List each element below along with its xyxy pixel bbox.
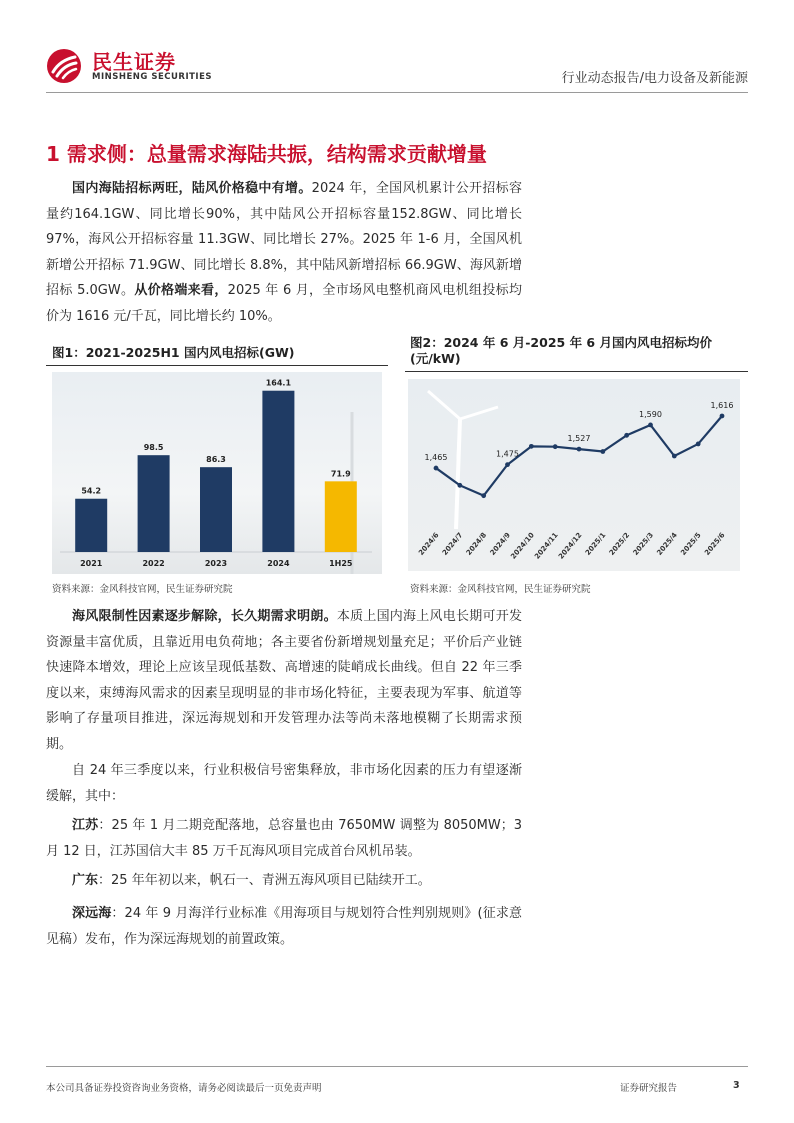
chart1-bar	[75, 499, 107, 552]
page-number: 3	[733, 1080, 740, 1091]
chart1-tick-label: 1H25	[329, 559, 353, 568]
paragraph-text: 自 24 年三季度以来，行业积极信号密集释放，非市场化因素的压力有望逐渐缓解，其中：	[46, 763, 522, 804]
report-category: 行业动态报告/电力设备及新能源	[561, 71, 748, 86]
figure1-bar-chart	[52, 372, 382, 574]
figure2-source: 资料来源：金风科技官网，民生证券研究院	[410, 584, 591, 595]
paragraph-positive-signals	[46, 758, 522, 809]
chart2-data-point	[457, 483, 462, 488]
paragraph-text: ：25 年年初以来，帆石一、青洲五海风项目已陆续开工。	[98, 873, 431, 888]
chart2-data-point	[648, 423, 653, 428]
chart2-data-point	[481, 493, 486, 498]
chart2-data-point	[529, 444, 534, 449]
chart1-tick-label: 2024	[267, 559, 290, 568]
chart2-tick-label: 2024/7	[440, 531, 465, 557]
footer-disclaimer: 本公司具备证券投资咨询业务资格，请务必阅读最后一页免责声明	[46, 1083, 322, 1094]
brand-logo-icon	[46, 48, 82, 84]
paragraph-jiangsu	[46, 813, 522, 864]
footer-report-type: 证券研究报告	[620, 1083, 678, 1094]
paragraph-lead: 深远海	[72, 906, 112, 921]
chart2-tick-label: 2025/2	[607, 531, 632, 557]
footer-divider	[46, 1066, 748, 1067]
header-divider	[46, 92, 748, 93]
chart2-data-point	[577, 447, 582, 452]
paragraph-text-price: 2025 年 6 月，全市场风电整机商风电机组投标均价为 1616 元/千瓦，同比增长约 10%。	[46, 283, 522, 324]
paragraph-lead: 江苏	[72, 818, 99, 833]
chart2-data-point	[624, 433, 629, 438]
chart2-tick-label: 2025/1	[583, 531, 608, 557]
figure1-title: 图1：2021-2025H1 国内风电招标(GW)	[52, 345, 295, 360]
chart2-tick-label: 2024/11	[533, 531, 560, 561]
paragraph-guangdong	[46, 868, 522, 894]
chart1-data-label: 71.9	[330, 469, 351, 479]
paragraph-demand-overview	[46, 176, 522, 329]
chart2-tick-label: 2025/4	[655, 531, 679, 557]
chart2-data-point	[434, 466, 439, 471]
chart2-tick-label: 2024/8	[464, 531, 489, 557]
chart2-tick-label: 2024/9	[488, 531, 513, 557]
paragraph-offshore-constraints	[46, 604, 522, 757]
paragraph-text: ：24 年 9 月海洋行业标准《用海项目与规划符合性判别规则》(征求意见稿）发布，作为深远海规划的前置政策。	[46, 906, 522, 947]
chart1-tick-label: 2022	[142, 559, 165, 568]
chart1-bar	[325, 481, 357, 552]
paragraph-text: 2024 年，全国风机累计公开招标容量约164.1GW、同比增长90%，其中陆风公开招标容量152.8GW、同比增长97%，海风公开招标容量 11.3GW、同比增长 27%。2025 年 1-6 月，全国风机新增公开招标 71.9GW、同比增长 8.8%，其中陆风新增招标 66.9GW、海风新增招标 5.0GW。	[46, 181, 522, 298]
chart1-data-label: 86.3	[206, 455, 226, 465]
chart1-tick-label: 2021	[80, 559, 103, 568]
chart2-data-point	[672, 454, 677, 459]
paragraph-deep-sea	[46, 901, 522, 952]
figure2-line-chart	[408, 379, 740, 571]
figure1-title-rule	[46, 365, 388, 366]
chart1-data-label: 164.1	[265, 378, 292, 388]
chart2-tick-label: 2024/10	[509, 531, 536, 561]
chart2-data-point	[720, 414, 725, 419]
chart2-data-label: 1,590	[639, 409, 662, 419]
chart1-data-label: 98.5	[143, 443, 164, 453]
chart2-data-label: 1,616	[710, 400, 734, 410]
chart2-data-label: 1,527	[567, 434, 591, 444]
chart2-data-point	[505, 462, 510, 467]
figure2-title-rule	[405, 371, 748, 372]
chart1-data-label: 54.2	[81, 486, 102, 496]
chart1-bar	[200, 467, 232, 552]
chart2-data-point	[600, 449, 605, 454]
brand-name-en: MINSHENG SECURITIES	[92, 72, 212, 82]
paragraph-lead: 广东	[72, 873, 99, 888]
paragraph-text: 本质上国内海上风电长期可开发资源量丰富优质，且靠近用电负荷地；各主要省份新增规划量充足；平价后产业链快速降本增效，理论上应该呈现低基数、高增速的陡峭成长曲线。但自 22 年三季度以来，束缚海风需求的因素呈现明显的非市场化特征，主要表现为军事、航道等影响了存量项目推进，深远海规划和开发管理办法等尚未落地模糊了长期需求预期。	[46, 609, 522, 752]
chart2-tick-label: 2025/5	[679, 531, 703, 557]
paragraph-lead-price: 从价格端来看，	[134, 283, 228, 298]
chart2-data-point	[696, 442, 701, 447]
chart2-data-point	[553, 444, 558, 449]
chart2-tick-label: 2024/12	[556, 531, 584, 561]
chart1-tick-label: 2023	[204, 559, 228, 568]
section-title: 1 需求侧：总量需求海陆共振，结构需求贡献增量	[46, 142, 487, 166]
chart2-data-label: 1,465	[424, 453, 448, 463]
figure1-source: 资料来源：金风科技官网，民生证券研究院	[52, 584, 233, 595]
chart2-data-label: 1,475	[496, 449, 519, 459]
chart2-tick-label: 2024/6	[417, 531, 441, 557]
chart1-bar	[262, 391, 294, 552]
chart2-tick-label: 2025/3	[631, 531, 656, 557]
paragraph-lead: 国内海陆招标两旺，陆风价格稳中有增。	[72, 181, 312, 196]
brand-name-cn: 民生证券	[92, 50, 176, 74]
chart2-tick-label: 2025/6	[703, 531, 727, 557]
paragraph-lead: 海风限制性因素逐步解除，长久期需求明朗。	[72, 609, 337, 624]
figure2-title: 图2：2024 年 6 月-2025 年 6 月国内风电招标均价(元/kW)	[410, 335, 712, 366]
chart1-bar	[138, 455, 170, 552]
paragraph-text: ：25 年 1 月二期竞配落地，总容量也由 7650MW 调整为 8050MW；3 月 12 日，江苏国信大丰 85 万千瓦海风项目完成首台风机吊装。	[46, 818, 522, 859]
